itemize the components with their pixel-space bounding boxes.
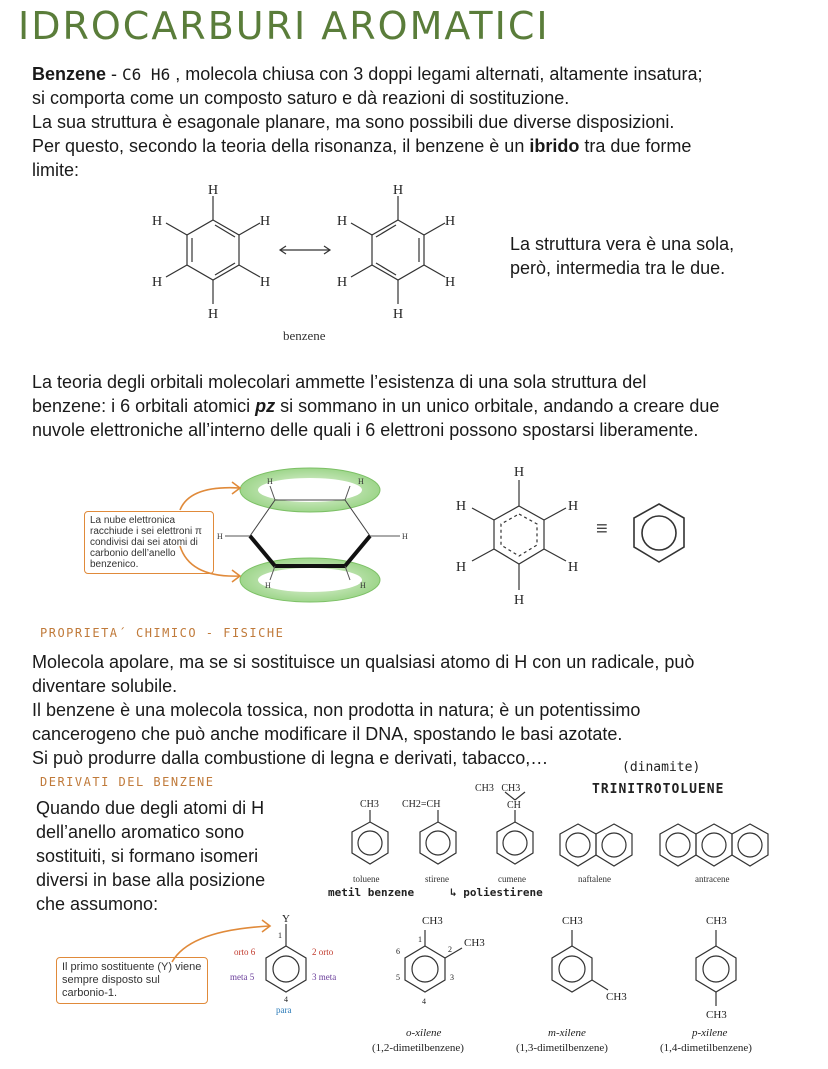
svg-text:CH3 CH3: CH3 CH3 xyxy=(475,783,521,794)
derivatives-structures xyxy=(320,780,780,890)
tnt-note: TRINITROTOLUENE xyxy=(592,782,725,797)
svg-text:Y: Y xyxy=(282,913,290,925)
intro-line-2: si comporta come un composto saturo e dà reazioni di sostituzione. xyxy=(32,88,570,108)
svg-text:H: H xyxy=(260,214,271,229)
svg-text:H: H xyxy=(456,499,467,514)
derivatives-text-1: Quando due degli atomi di H xyxy=(36,798,265,818)
benzene-label: Benzene xyxy=(32,64,107,84)
svg-text:H: H xyxy=(337,214,348,229)
svg-text:H: H xyxy=(393,183,404,198)
svg-text:m-xilene: m-xilene xyxy=(548,1027,586,1039)
svg-text:H: H xyxy=(208,307,219,322)
svg-text:H: H xyxy=(393,307,404,322)
svg-text:stirene: stirene xyxy=(425,874,449,884)
svg-text:H: H xyxy=(360,581,366,590)
equivalence-sign: ≡ xyxy=(596,518,608,540)
svg-text:H: H xyxy=(267,477,273,486)
svg-text:H: H xyxy=(568,560,579,575)
derivatives-text-5: che assumono: xyxy=(36,894,159,914)
svg-text:CH3: CH3 xyxy=(706,1009,727,1021)
svg-text:CH3: CH3 xyxy=(360,799,379,810)
orbital-line-2: benzene: i 6 orbitali atomici pz si sommano in un unico orbitale, andando a creare due xyxy=(32,396,720,416)
derivatives-text-4: diversi in base alla posizione xyxy=(36,870,266,890)
first-substituent-note: Il primo sostituente (Y) viene sempre disposto sul carbonio-1. xyxy=(56,957,208,1004)
derivatives-text-3: sostituiti, si formano isomeri xyxy=(36,846,259,866)
svg-text:H: H xyxy=(514,465,525,480)
svg-text:6: 6 xyxy=(396,947,400,956)
svg-text:H: H xyxy=(514,593,525,608)
svg-text:H: H xyxy=(152,214,163,229)
benzene-ring-symbol xyxy=(626,500,692,566)
positions-ring xyxy=(228,908,368,1018)
page-title: IDROCARBURI AROMATICI xyxy=(18,4,550,48)
svg-text:CH3: CH3 xyxy=(464,937,485,949)
svg-text:H: H xyxy=(208,183,219,198)
svg-text:H: H xyxy=(260,275,271,290)
svg-text:1: 1 xyxy=(418,935,422,944)
svg-text:H: H xyxy=(152,275,163,290)
xylenes-structures xyxy=(360,908,780,1058)
svg-text:(1,3-dimetilbenzene): (1,3-dimetilbenzene) xyxy=(516,1042,608,1054)
properties-line-5: Si può produrre dalla combustione di legna e derivati, tabacco,… xyxy=(32,748,549,768)
dinamite-note: (dinamite) xyxy=(622,760,701,775)
orbital-line-1: La teoria degli orbitali molecolari ammette l’esistenza di una sola struttura del xyxy=(32,372,647,392)
properties-line-4: cancerogeno che può anche modificare il DNA, spostando le basi azotate. xyxy=(32,724,623,744)
properties-heading: PROPRIETA´ CHIMICO - FISICHE xyxy=(40,626,285,640)
svg-text:H: H xyxy=(402,532,408,541)
resonance-side-1: La struttura vera è una sola, xyxy=(510,234,735,254)
delocalized-benzene xyxy=(448,458,598,608)
svg-text:CH: CH xyxy=(507,800,521,811)
svg-text:H: H xyxy=(217,532,223,541)
svg-text:CH2=CH: CH2=CH xyxy=(402,799,441,810)
derivatives-text-2: dell’anello aromatico sono xyxy=(36,822,245,842)
svg-text:4: 4 xyxy=(284,995,288,1004)
benzene-formula: C6 H6 xyxy=(122,65,171,84)
svg-text:5: 5 xyxy=(396,973,400,982)
svg-text:CH3: CH3 xyxy=(606,991,627,1003)
electron-cloud-note: La nube elettronica racchiude i sei elettroni π condivisi dai sei atomi di carbonio dell’anello benzenico. xyxy=(84,511,214,574)
intro-line-3: La sua struttura è esagonale planare, ma sono possibili due diverse disposizioni. xyxy=(32,112,675,132)
properties-line-3: Il benzene è una molecola tossica, non prodotta in natura; è un potentissimo xyxy=(32,700,641,720)
intro-line-5: limite: xyxy=(32,160,80,180)
properties-line-1: Molecola apolare, ma se si sostituisce un qualsiasi atomo di H con un radicale, può xyxy=(32,652,695,672)
svg-text:CH3: CH3 xyxy=(706,915,727,927)
resonance-diagram xyxy=(140,178,480,348)
svg-text:CH3: CH3 xyxy=(562,915,583,927)
svg-text:orto 6: orto 6 xyxy=(234,947,256,957)
svg-text:3: 3 xyxy=(450,973,454,982)
svg-text:CH3: CH3 xyxy=(422,915,443,927)
intro-line-1: Benzene - C6 H6 , molecola chiusa con 3 doppi legami alternati, altamente insatura; xyxy=(32,64,703,84)
resonance-caption: benzene xyxy=(283,328,326,343)
intro-line-4: Per questo, secondo la teoria della risonanza, il benzene è un ibrido tra due forme xyxy=(32,136,692,156)
svg-text:H: H xyxy=(337,275,348,290)
svg-text:(1,2-dimetilbenzene): (1,2-dimetilbenzene) xyxy=(372,1042,464,1054)
pz-handwritten: pz xyxy=(255,396,276,416)
svg-text:antracene: antracene xyxy=(695,874,730,884)
svg-text:naftalene: naftalene xyxy=(578,874,611,884)
svg-text:H: H xyxy=(568,499,579,514)
svg-text:4: 4 xyxy=(422,997,426,1006)
poliestirene-note: ↳ poliestirene xyxy=(450,886,543,899)
ibrido-bold: ibrido xyxy=(529,136,580,156)
svg-text:2: 2 xyxy=(448,945,452,954)
orbital-arrows xyxy=(160,470,250,600)
derivatives-heading: DERIVATI DEL BENZENE xyxy=(40,775,215,789)
svg-text:(1,4-dimetilbenzene): (1,4-dimetilbenzene) xyxy=(660,1042,752,1054)
svg-text:H: H xyxy=(265,581,271,590)
svg-text:cumene: cumene xyxy=(498,874,526,884)
metil-benzene-note: metil benzene xyxy=(328,886,415,899)
svg-text:toluene: toluene xyxy=(353,874,380,884)
svg-text:H: H xyxy=(445,275,456,290)
svg-text:H: H xyxy=(456,560,467,575)
svg-text:p-xilene: p-xilene xyxy=(692,1027,728,1039)
svg-text:H: H xyxy=(358,477,364,486)
svg-text:para: para xyxy=(276,1005,292,1015)
svg-text:meta 5: meta 5 xyxy=(230,972,255,982)
properties-line-2: diventare solubile. xyxy=(32,676,178,696)
svg-text:1: 1 xyxy=(278,931,282,940)
resonance-side-2: però, intermedia tra le due. xyxy=(510,258,726,278)
svg-text:H: H xyxy=(445,214,456,229)
svg-text:3 meta: 3 meta xyxy=(312,972,337,982)
orbital-line-3: nuvole elettroniche all’interno delle quali i 6 elettroni possono spostarsi liberamente. xyxy=(32,420,699,440)
svg-text:2 orto: 2 orto xyxy=(312,947,334,957)
svg-text:o-xilene: o-xilene xyxy=(406,1027,442,1039)
